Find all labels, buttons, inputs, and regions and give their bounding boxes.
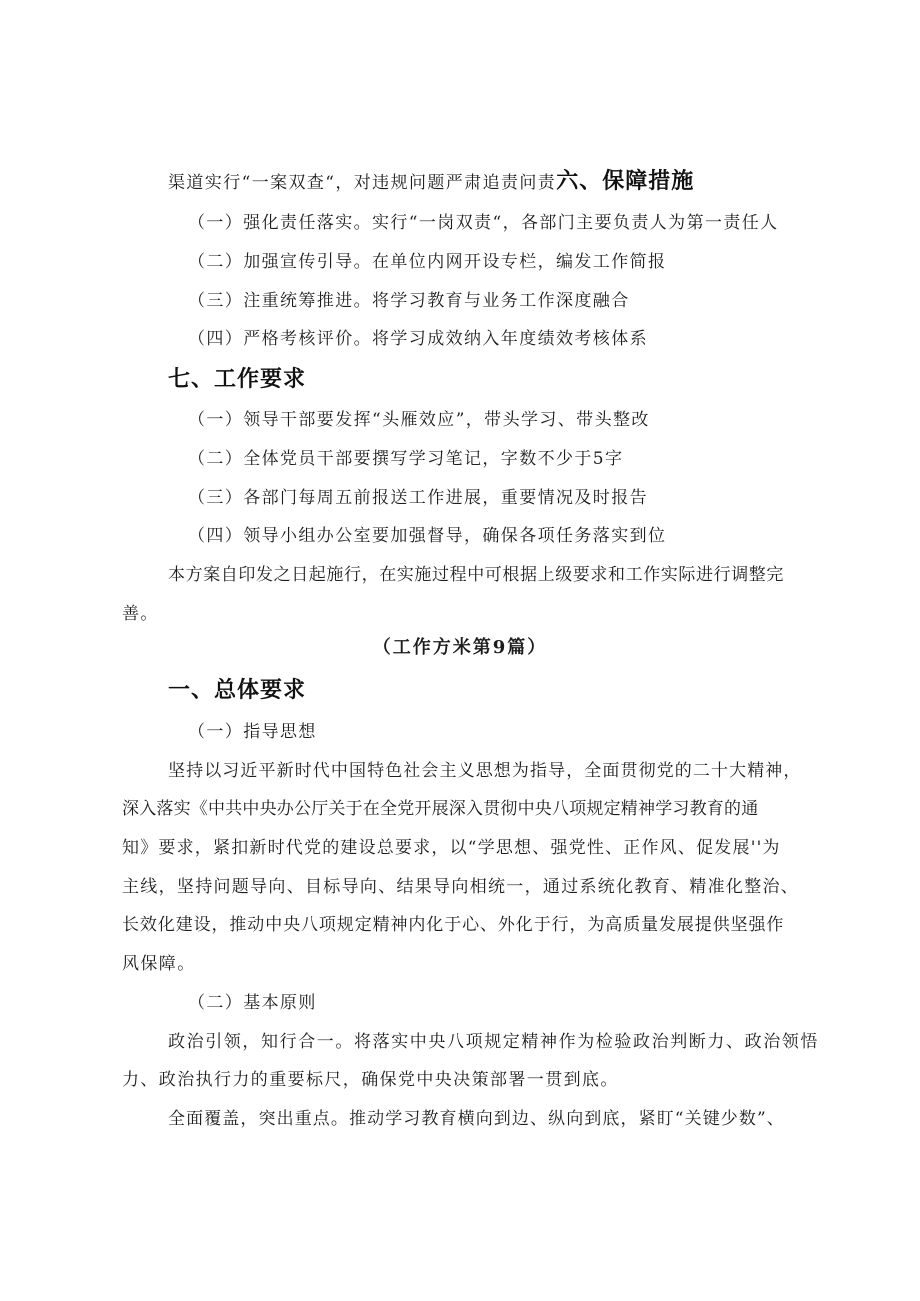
section-heading-6: 六、保障措施 [556, 169, 695, 194]
paragraph-2-line-2: 力、政治执行力的重要标尺，确保党中央决策部署一贯到底。 [122, 1070, 619, 1090]
item-7-2: （二）全体党员干部要撰写学习笔记，字数不少于5字 [188, 449, 624, 469]
item-6-2: （二）加强宣传引导。在单位内网开设专栏，编发工作简报 [188, 252, 667, 272]
continuation-line [168, 170, 694, 195]
subheading-guiding-thought: （一）指导思想 [188, 722, 317, 742]
closing-line-1: 本方案自印发之日起施行，在实施过程中可根据上级要求和工作实际进行调整完 [168, 565, 784, 585]
paragraph-1-line-5: 长效化建设，推动中央八项规定精神内化于心、外化于行，为高质量发展提供坚强作 [122, 915, 785, 935]
paragraph-1-line-4: 主线，坚持问题导向、目标导向、结果导向相统一，通过系统化教育、精准化整治、 [122, 877, 800, 897]
subheading-basic-principles: （二）基本原则 [188, 993, 317, 1013]
section-heading-7: 七、工作要求 [168, 367, 307, 392]
item-7-4: （四）领导小组办公室要加强督导，确保各项任务落实到位 [188, 526, 667, 546]
item-6-1: （一）强化责任落实。实行“一岗双责“，各部门主要负责人为第一责任人 [188, 213, 779, 233]
paragraph-2-line-1: 政治引领，知行合一。将落实中央八项规定精神作为检验政治判断力、政治领悟 [168, 1032, 819, 1052]
item-6-3: （三）注重统筹推进。将学习教育与业务工作深度融合 [188, 291, 630, 311]
plan-title: （工作方米第9篇） [372, 637, 548, 658]
paragraph-1-line-3: 知》要求，紧扣新时代党的建设总要求，以“学思想、强党性、正作风、促发展''为 [122, 838, 781, 858]
paragraph-1-line-2: 深入落实《中共中央办公厅关于在全党开展深入贯彻中央八项规定精神学习教育的通 [122, 799, 759, 819]
paragraph-3-line-1: 全面覆盖，突出重点。推动学习教育横向到边、纵向到底，紧盯“关键少数”、 [168, 1109, 785, 1129]
item-6-4: （四）严格考核评价。将学习成效纳入年度绩效考核体系 [188, 329, 648, 349]
item-7-3: （三）各部门每周五前报送工作进展，重要情况及时报告 [188, 488, 648, 508]
closing-line-2: 善。 [122, 604, 159, 624]
paragraph-1-line-6: 风保障。 [122, 954, 196, 974]
paragraph-1-line-1: 坚持以习近平新时代中国特色社会主义思想为指导，全面贯彻党的二十大精神， [168, 761, 802, 781]
section-heading-1: 一、总体要求 [168, 678, 307, 703]
item-7-1: （一）领导干部要发挥“头雁效应”，带头学习、带头整改 [188, 410, 650, 430]
continuation-text: 渠道实行“一案双查“，对违规问题严肃追责问责 [168, 173, 557, 193]
